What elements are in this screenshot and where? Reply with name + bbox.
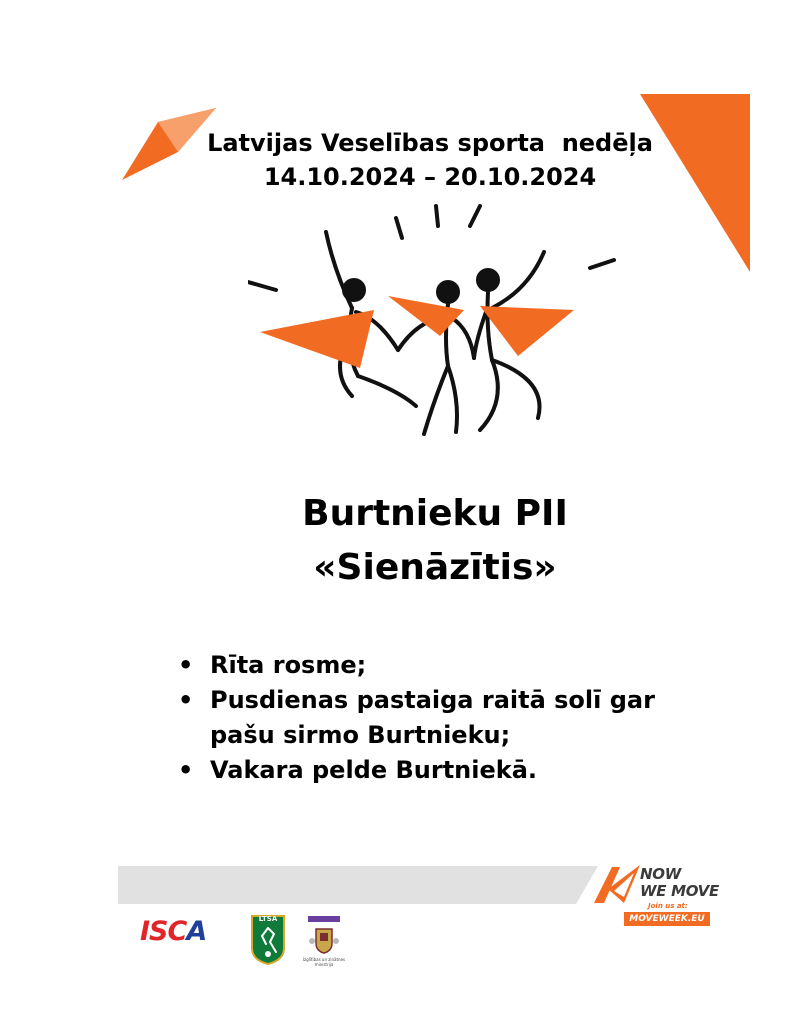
ministry-color-bar <box>308 916 340 922</box>
dancing-figures-illustration-icon <box>248 200 628 440</box>
list-item: • Rīta rosme; <box>176 648 696 683</box>
now-we-move-logo-icon <box>594 863 640 905</box>
now-we-move-text: NOW <box>640 865 681 883</box>
isca-logo-part: ISC <box>140 916 187 947</box>
kindergarten-subtitle: «Sienāzītis» <box>313 547 557 588</box>
join-us-text: Join us at: <box>648 902 688 910</box>
kindergarten-name: Burtnieku PII <box>302 493 568 534</box>
footer-gray-band <box>118 866 598 904</box>
list-item: • Pusdienas pastaiga raitā solī gar pašu sirmo Burtnieku; <box>176 683 696 753</box>
event-dates: 14.10.2024 – 20.10.2024 <box>263 163 597 191</box>
moveweek-url: MOVEWEEK.EU <box>624 912 710 926</box>
isca-logo-part: A <box>186 916 207 947</box>
now-we-move-text: WE MOVE <box>640 882 719 900</box>
ministry-name: Izglītības un zinātnes ministrija <box>302 957 346 967</box>
ltsa-label: LTSA <box>258 915 278 923</box>
event-title: Latvijas Veselības sporta nedēļa <box>207 129 653 157</box>
coat-of-arms-icon <box>308 925 340 955</box>
isca-logo <box>140 917 206 947</box>
activity-list <box>176 648 696 788</box>
list-item: • Vakara pelde Burtniekā. <box>176 753 696 788</box>
